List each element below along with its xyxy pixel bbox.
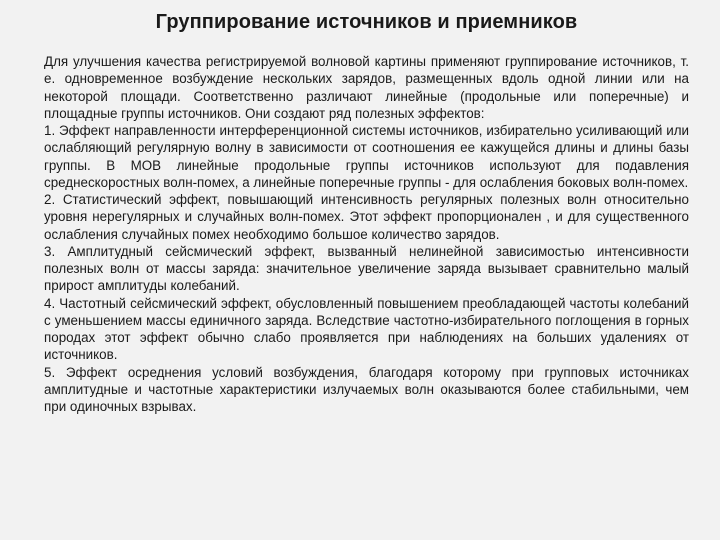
paragraph-averaging-effect: 5. Эффект осреднения условий возбуждения, благодаря которому при групповых источниках амплитудные и частотные характеристики излучаемых волн оказываются более стабильными, чем при одиночных взрывах.: [44, 364, 689, 414]
paragraph-frequency-effect: 4. Частотный сейсмический эффект, обусловленный повышением преобладающей частоты колебаний с уменьшением массы единичного заряда. Вследствие частотно-избирательного поглощения в горных породах этот эффект обычно слабо проявляется при наблюдениях на больших удалениях от источников.: [44, 295, 689, 363]
paragraph-intro: Для улучшения качества регистрируемой волновой картины применяют группирование источников, т. е. одновременное возбуждение нескольких зарядов, размещенных вдоль одной линии или на некоторой площади. Соответственно различают линейные (продольные или поперечные) и площадные группы источников. Они создают ряд полезных эффектов:: [44, 54, 689, 121]
slide-title: Группирование источников и приемников: [155, 11, 578, 33]
paragraph-directivity-effect: 1. Эффект направленности интерференционной системы источников, избирательно усиливающий или ослабляющий регулярную волну в зависимости от соотношения ее кажущейся длины и длины базы группы. В МОВ линейные продольные группы источников используют для подавления среднескоростных волн-помех, а линейные поперечные группы - для ослабления боковых волн-помех.: [44, 123, 689, 190]
paragraph-amplitude-effect: 3. Амплитудный сейсмический эффект, вызванный нелинейной зависимостью интенсивности полезных волн от массы заряда: значительное увеличение заряда вызывает сравнительно малый прирост амплитуды колебаний.: [44, 243, 689, 294]
paragraph-statistical-effect: 2. Статистический эффект, повышающий интенсивность регулярных полезных волн относительно уровня нерегулярных и случайных волн-помех. Этот эффект пропорционален , и для существенного ослабления случайных помех необходимо большое количество зарядов.: [44, 192, 689, 242]
slide-body: [44, 53, 689, 415]
